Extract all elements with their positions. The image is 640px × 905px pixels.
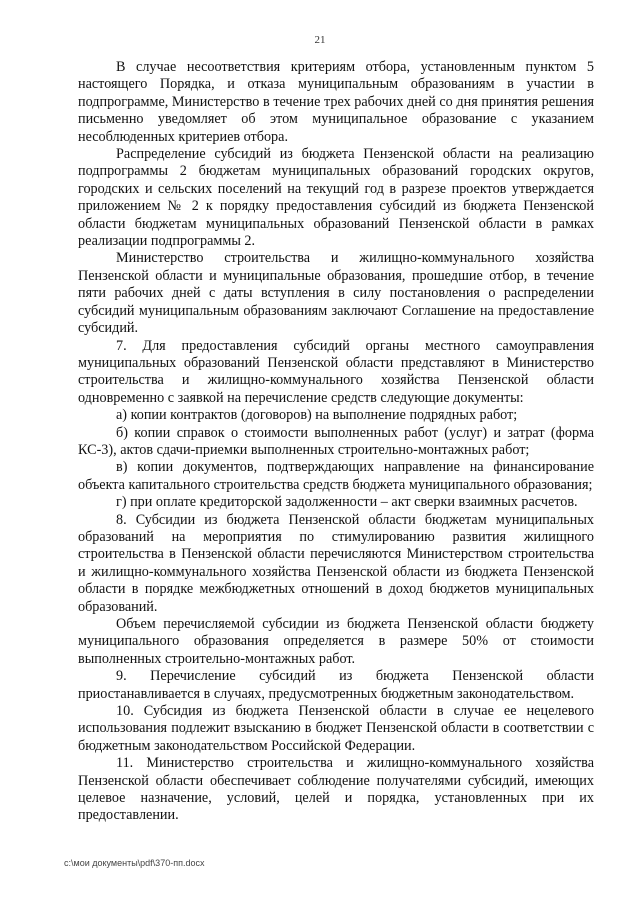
paragraph-rejection-notice: В случае несоответствия критериям отбора, установленным пунктом 5 настоящего Порядка, и отказа муниципальным образованиям в участии в подпрограмме, Министерство в течение трех рабочих дней со дня принятия решения письменно уведомляет об этом муниципальное образование с указанием несоблюденных критериев отбора. xyxy=(78,59,594,145)
list-item-v: в) копии документов, подтверждающих направление на финансирование объекта капитального строительства средств бюджета муниципального образования; xyxy=(78,459,594,493)
paragraph-item-11: 11. Министерство строительства и жилищно-коммунального хозяйства Пензенской области обеспечивает соблюдение получателями субсидий, имеющих целевое назначение, условий, целей и порядка, установленных при их предоставлении. xyxy=(78,755,594,824)
paragraph-item-8: 8. Субсидии из бюджета Пензенской области бюджетам муниципальных образований на мероприятия по стимулированию развития жилищного строительства в Пензенской области перечисляются Министерством строительства и жилищно-коммунального хозяйства Пензенской области из бюджета Пензенской области в порядке межбюджетных отношений в доход бюджетов муниципальных образований. xyxy=(78,511,594,615)
paragraph-agreement: Министерство строительства и жилищно-коммунального хозяйства Пензенской области и муниципальные образования, прошедшие отбор, в течение пяти рабочих дней с даты вступления в силу постановления о распределении субсидий муниципальным образованиям заключают Соглашение на предоставление субсидий. xyxy=(78,250,594,337)
paragraph-item-9: 9. Перечисление субсидий из бюджета Пензенской области приостанавливается в случаях, предусмотренных бюджетным законодательством. xyxy=(78,668,594,702)
list-item-a: а) копии контрактов (договоров) на выполнение подрядных работ; xyxy=(116,407,518,424)
paragraph-item-10: 10. Субсидия из бюджета Пензенской области в случае ее нецелевого использования подлежит взысканию в бюджет Пензенской области в соответствии с бюджетным законодательством Российской Федерации. xyxy=(78,703,594,754)
page-number: 21 xyxy=(314,34,326,46)
list-item-g: г) при оплате кредиторской задолженности – акт сверки взаимных расчетов. xyxy=(116,494,578,511)
paragraph-subsidy-volume: Объем перечисляемой субсидии из бюджета Пензенской области бюджету муниципального образования определяется в размере 50% от стоимости выполненных строительно-монтажных работ. xyxy=(78,616,594,667)
paragraph-item-7: 7. Для предоставления субсидий органы местного самоуправления муниципальных образований Пензенской области представляют в Министерство строительства и жилищно-коммунального хозяйства Пензенской области одновременно с заявкой на перечисление средств следующие документы: xyxy=(78,337,594,406)
document-body xyxy=(78,59,594,825)
list-item-b: б) копии справок о стоимости выполненных работ (услуг) и затрат (форма КС-3), актов сдачи-приемки выполненных строительно-монтажных работ; xyxy=(78,424,594,458)
footer-file-path: c:\мои документы\pdf\370-пп.docx xyxy=(64,858,205,868)
paragraph-subsidy-distribution: Распределение субсидий из бюджета Пензенской области на реализацию подпрограммы 2 бюджетам муниципальных образований городских округов, городских и сельских поселений на текущий год в разрезе проектов утверждается приложением № 2 к порядку предоставления субсидий из бюджета Пензенской области бюджетам муниципальных образований Пензенской области в рамках реализации подпрограммы 2. xyxy=(78,146,594,250)
